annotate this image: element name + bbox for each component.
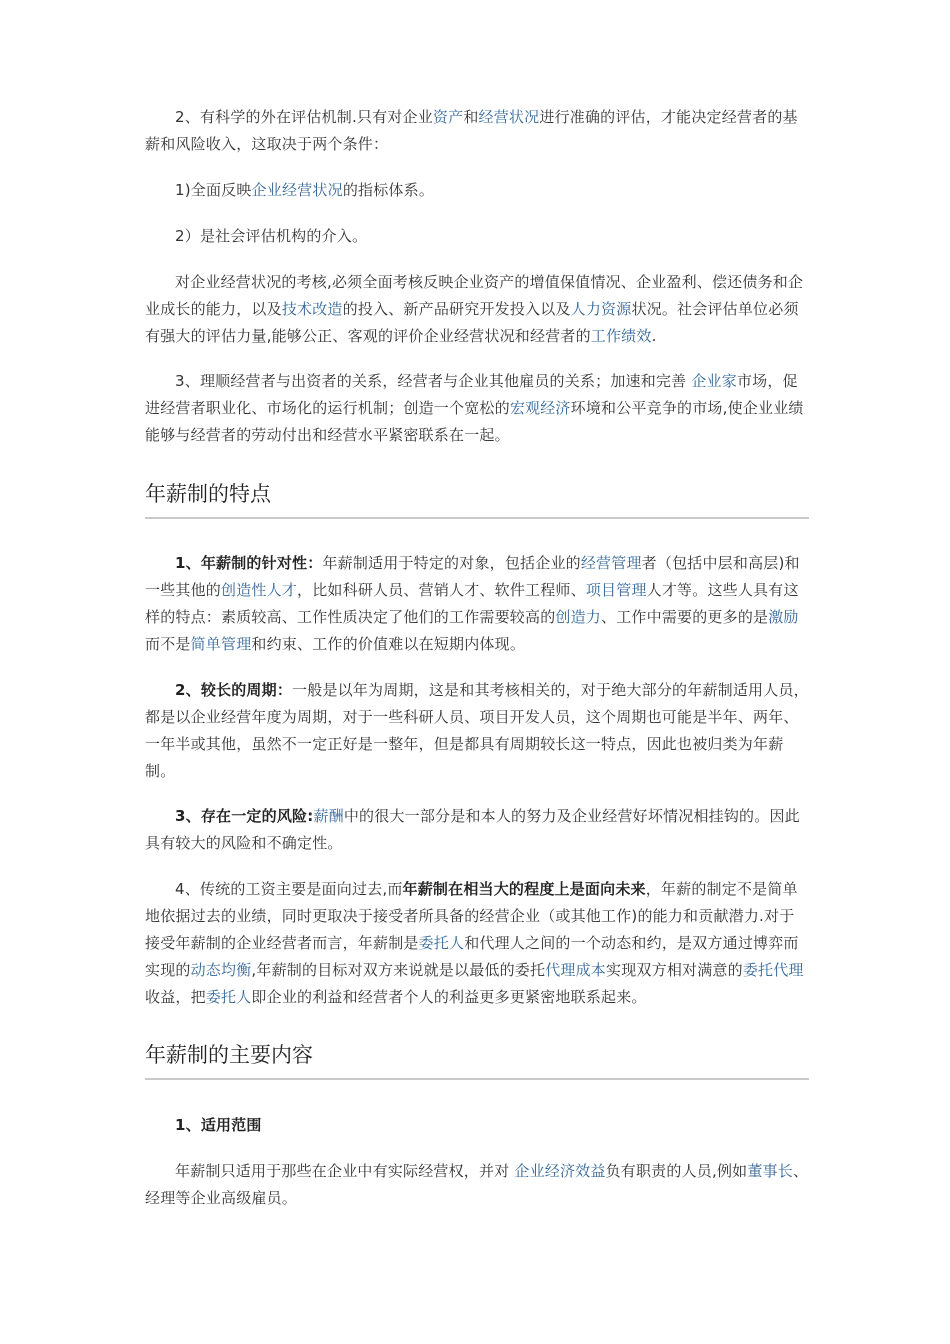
link-operations-management[interactable]: 经营管理 [580,554,642,572]
text: ,年薪制的目标对双方来说就是以最低的委托 [251,961,546,979]
link-entrepreneur[interactable]: 企业家 [691,372,737,390]
text: 人才等。这些人具有这样的特点：素质较高、工作性质决定了他们的工作需要较高的 [145,581,799,626]
link-technical-transformation[interactable]: 技术改造 [281,300,343,318]
bold-emphasis: 年薪制在相当大的程度上是面向未来 [402,880,646,898]
text: 、经理等企业高级雇员。 [145,1162,809,1207]
paragraph-feature-future [145,876,809,1011]
paragraph-assessment [145,269,809,350]
paragraph-feature-risk [145,803,809,857]
link-incentive[interactable]: 激励 [768,608,799,626]
link-creative-talent[interactable]: 创造性人才 [221,581,298,599]
text: 负有职责的人员,例如 [605,1162,748,1180]
link-economic-benefits[interactable]: 企业经济效益 [514,1162,606,1180]
link-human-resources[interactable]: 人力资源 [570,300,632,318]
text: 状况。社会评估单位必须有强大的评估力量,能够公正、客观的评价企业经营状况和经营者的 [145,300,799,345]
text: 3、理顺经营者与出资者的关系，经营者与企业其他雇员的关系；加速和完善 [175,372,692,390]
text: 环境和公平竞争的市场,使企业业绩能够与经营者的劳动付出和经营水平紧密联系在一起。 [145,399,804,444]
bold-lead: 3、存在一定的风险: [175,807,314,825]
list-item-evaluation-agency [145,223,809,250]
text: 市场，促进经营者职业化、市场化的运行机制；创造一个宽松的 [145,372,798,417]
link-chairman[interactable]: 董事长 [747,1162,793,1180]
section-heading-features: 年薪制的特点 [145,480,809,519]
text: 、工作中需要的更多的是 [601,608,769,626]
paragraph-feature-long-cycle [145,677,809,785]
text: 进行准确的评估，才能决定经营者的基薪和风险收入，这取决于两个条件： [145,108,798,153]
text: 年薪制适用于特定的对象，包括企业的 [322,554,581,572]
link-dynamic-equilibrium[interactable]: 动态均衡 [190,961,252,979]
paragraph-evaluation-mechanism [145,104,809,158]
paragraph-scope [145,1158,809,1212]
text: 年薪制只适用于那些在企业中有实际经营权，并对 [175,1162,515,1180]
text: 的投入、新产品研究开发投入以及 [342,300,571,318]
subheading-scope [145,1112,809,1139]
text: 和约束、工作的价值难以在短期内体现。 [251,635,526,653]
link-principal[interactable]: 委托人 [418,934,465,952]
link-principal-2[interactable]: 委托人 [205,988,252,1006]
section-heading-main-content: 年薪制的主要内容 [145,1041,809,1080]
bold-lead: 2、较长的周期： [175,681,293,699]
text: ，年薪的制定不是简单地依据过去的业绩，同时更取决于接受者所具备的经营企业（或其他工作)的能力和贡献潜力.对于接受年薪制的企业经营者而言，年薪制是 [145,880,798,952]
paragraph-relationships [145,368,809,449]
paragraph-feature-targeting [145,550,809,658]
text: 而不是 [145,635,191,653]
text: 1)全面反映 [175,181,252,199]
text: ，比如科研人员、营销人才、软件工程师、 [297,581,586,599]
link-enterprise-operating-status[interactable]: 企业经营状况 [251,181,343,199]
text: 和代理人之间的一个动态和约，是双方通过博弈而实现的 [145,934,799,979]
link-creativity[interactable]: 创造力 [555,608,602,626]
text: 2、有科学的外在评估机制.只有对企业 [175,108,433,126]
link-macro-economy[interactable]: 宏观经济 [509,399,571,417]
text: 一般是以年为周期，这是和其考核相关的，对于绝大部分的年薪制适用人员，都是以企业经营年度为周期，对于一些科研人员、项目开发人员，这个周期也可能是半年、两年、一年半或其他，虽然不一定正好是一整年，但是都具有周期较长这一特点，因此也被归类为年薪制。 [145,681,809,780]
text: 实现双方相对满意的 [606,961,743,979]
text: 的指标体系。 [342,181,435,199]
text: 2）是社会评估机构的介入。 [175,227,368,245]
text: 者（包括中层和高层)和一些其他的 [145,554,800,599]
link-project-management[interactable]: 项目管理 [585,581,647,599]
text: 对企业经营状况的考核,必须全面考核反映企业资产的增值保值情况、企业盈利、偿还债务和企业成长的能力，以及 [145,273,804,318]
link-simple-management[interactable]: 简单管理 [190,635,252,653]
list-item-indicator-system [145,177,809,204]
text: 4、传统的工资主要是面向过去,而 [175,880,403,898]
text: 收益，把 [145,988,206,1006]
text: 和 [463,108,479,126]
link-operating-status[interactable]: 经营状况 [478,108,540,126]
text: 即企业的利益和经营者个人的利益更多更紧密地联系起来。 [251,988,647,1006]
link-assets[interactable]: 资产 [432,108,464,126]
link-principal-agent[interactable]: 委托代理 [742,961,804,979]
link-compensation[interactable]: 薪酬 [313,807,344,825]
bold-lead: 1、年薪制的针对性： [175,554,323,572]
link-agency-cost[interactable]: 代理成本 [545,961,607,979]
text: . [651,327,657,345]
link-work-performance[interactable]: 工作绩效 [590,327,652,345]
bold-lead: 1、适用范围 [175,1116,262,1134]
text: 中的很大一部分是和本人的努力及企业经营好坏情况相挂钩的。因此具有较大的风险和不确定性。 [145,807,800,852]
